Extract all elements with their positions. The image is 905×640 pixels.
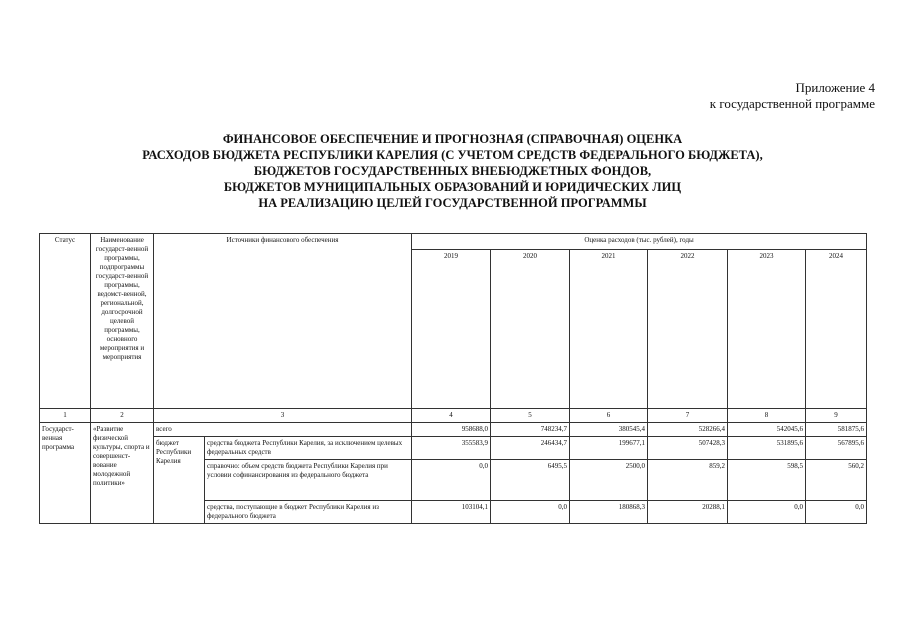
value-cell: 531895,6 [728, 437, 806, 460]
status-cell: Государст-венная программа [40, 423, 91, 524]
value-cell: 246434,7 [491, 437, 570, 460]
value-cell: 380545,4 [570, 423, 648, 437]
appendix-reference [710, 80, 875, 112]
year-header: 2022 [648, 250, 728, 409]
value-cell: 598,5 [728, 460, 806, 501]
column-number: 4 [412, 409, 491, 423]
value-cell: 748234,7 [491, 423, 570, 437]
value-cell: 0,0 [491, 501, 570, 524]
column-number: 8 [728, 409, 806, 423]
column-number: 9 [806, 409, 867, 423]
value-cell: 199677,1 [570, 437, 648, 460]
table-row [40, 437, 867, 460]
year-header: 2021 [570, 250, 648, 409]
column-numbers-row [40, 409, 867, 423]
source-label: средства, поступающие в бюджет Республики Карелия из федерального бюджета [205, 501, 412, 524]
header-sources: Источники финансового обеспечения [154, 234, 412, 409]
source-label: средства бюджета Республики Карелия, за исключением целевых федеральных средств [205, 437, 412, 460]
value-cell: 859,2 [648, 460, 728, 501]
value-cell: 0,0 [806, 501, 867, 524]
program-name-cell: «Развитие физической культуры, спорта и совершенст-вование молодежной политики» [91, 423, 154, 524]
value-cell: 0,0 [412, 460, 491, 501]
title-line: НА РЕАЛИЗАЦИЮ ЦЕЛЕЙ ГОСУДАРСТВЕННОЙ ПРОГРАММЫ [258, 196, 647, 210]
year-header: 2023 [728, 250, 806, 409]
value-cell: 560,2 [806, 460, 867, 501]
value-cell: 20288,1 [648, 501, 728, 524]
document-title [0, 131, 905, 211]
appendix-number: Приложение 4 [795, 80, 875, 95]
total-row [40, 423, 867, 437]
financing-table [39, 233, 867, 524]
column-number: 5 [491, 409, 570, 423]
value-cell: 103104,1 [412, 501, 491, 524]
year-header: 2020 [491, 250, 570, 409]
year-header: 2024 [806, 250, 867, 409]
value-cell: 581875,6 [806, 423, 867, 437]
column-number: 7 [648, 409, 728, 423]
header-name: Наименование государст-венной программы, подпрограммы государст-венной программы, ведомст-венной, региональной, долгосрочной целевой программы, основного мероприятия и мероприятия [91, 234, 154, 409]
value-cell: 507428,3 [648, 437, 728, 460]
value-cell: 542045,6 [728, 423, 806, 437]
value-cell: 355583,9 [412, 437, 491, 460]
header-status: Статус [40, 234, 91, 409]
title-line: БЮДЖЕТОВ ГОСУДАРСТВЕННЫХ ВНЕБЮДЖЕТНЫХ ФОНДОВ, [253, 164, 652, 178]
value-cell: 0,0 [728, 501, 806, 524]
total-label: всего [154, 423, 412, 437]
header-row [40, 234, 867, 250]
header-estimate: Оценка расходов (тыс. рублей), годы [412, 234, 867, 250]
column-number: 2 [91, 409, 154, 423]
source-label: справочно: объем средств бюджета Республики Карелия при условии софинансирования из федерального бюджета [205, 460, 412, 501]
value-cell: 567895,6 [806, 437, 867, 460]
column-number: 6 [570, 409, 648, 423]
title-line: БЮДЖЕТОВ МУНИЦИПАЛЬНЫХ ОБРАЗОВАНИЙ И ЮРИДИЧЕСКИХ ЛИЦ [223, 180, 682, 194]
value-cell: 528266,4 [648, 423, 728, 437]
value-cell: 2500,0 [570, 460, 648, 501]
budget-label: бюджет Республики Карелия [154, 437, 205, 524]
title-line: ФИНАНСОВОЕ ОБЕСПЕЧЕНИЕ И ПРОГНОЗНАЯ (СПРАВОЧНАЯ) ОЦЕНКА [222, 132, 683, 146]
year-header: 2019 [412, 250, 491, 409]
value-cell: 958688,0 [412, 423, 491, 437]
title-line: РАСХОДОВ БЮДЖЕТА РЕСПУБЛИКИ КАРЕЛИЯ (С УЧЕТОМ СРЕДСТВ ФЕДЕРАЛЬНОГО БЮДЖЕТА), [142, 148, 763, 162]
column-number: 3 [154, 409, 412, 423]
appendix-program: к государственной программе [709, 96, 875, 111]
value-cell: 6495,5 [491, 460, 570, 501]
column-number: 1 [40, 409, 91, 423]
value-cell: 180868,3 [570, 501, 648, 524]
